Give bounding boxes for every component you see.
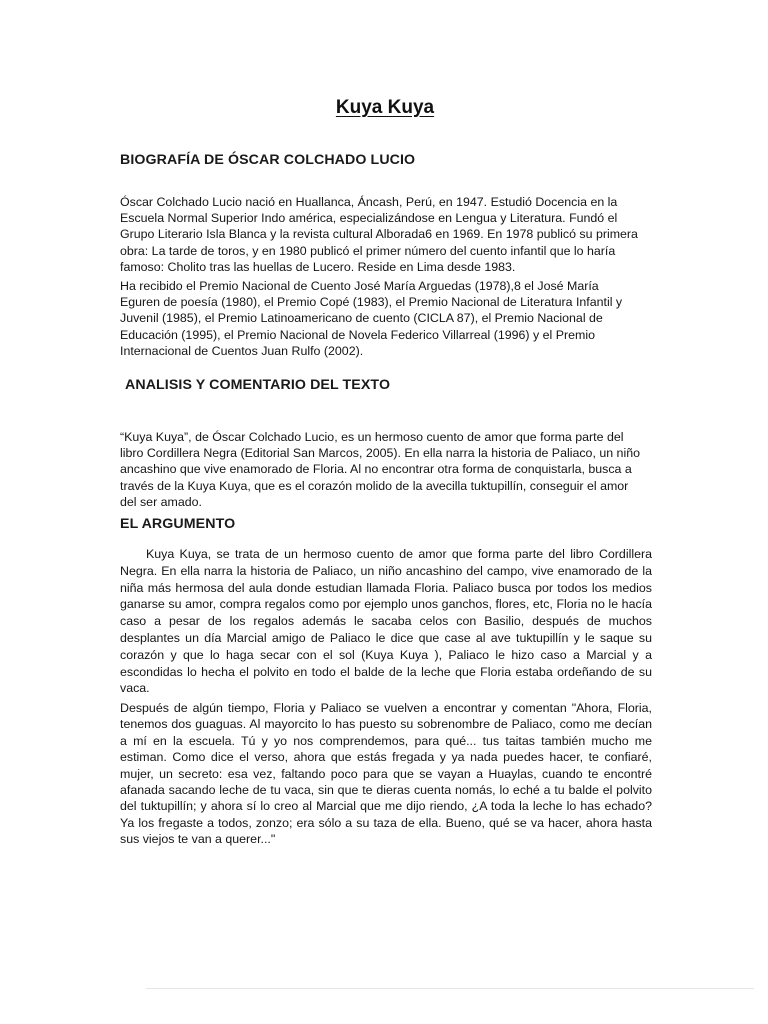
page-bottom-divider bbox=[146, 988, 754, 989]
biografia-paragraph-1: Óscar Colchado Lucio nació en Huallanca, Áncash, Perú, en 1947. Estudió Docencia en la Escuela Normal Superior Indo américa, especializándose en Lengua y Literatura. Fundó el Grupo Literario Isla Blanca y la revista cultural Alborada6 en 1969. En 1978 publicó su primera obra: La tarde de toros, y en 1980 publicó el primer número del cuento infantil que lo haría famoso: Cholito tras las huellas de Lucero. Reside en Lima desde 1983. bbox=[120, 195, 638, 274]
section-heading-biografia: BIOGRAFÍA DE ÓSCAR COLCHADO LUCIO bbox=[120, 152, 416, 168]
argumento-paragraph-1: Kuya Kuya, se trata de un hermoso cuento de amor que forma parte del libro Cordillera Negra. En ella narra la historia de Paliaco, un niño ancashino del campo, vive enamorado de la niña más hermosa del aula donde estudian llamada Floria. Paliaco busca por todos los medios ganarse su amor, compra regalos como por ejemplo unos ganchos, flores, etc, Floria no le hacía caso a pesar de los regalos además le sacaba celos con Basilio, después de muchos desplantes un día Marcial amigo de Paliaco le dice que case al ave tuktupillín y le saque su corazón y que lo haga secar con el sol (Kuya Kuya ), Paliaco le hizo caso a Marcial y a escondidas lo hecha el polvito en todo el balde de la leche que Floria estaba ordeñando de su vaca. bbox=[120, 547, 652, 696]
analisis-paragraph-1: “Kuya Kuya”, de Óscar Colchado Lucio, es un hermoso cuento de amor que forma parte del libro Cordillera Negra (Editorial San Marcos, 2005). En ella narra la historia de Paliaco, un niño ancashino que vive enamorado de Floria. Al no encontrar otra forma de conquistarla, busca a través de la Kuya Kuya, que es el corazón molido de la avecilla tuktupillín, conseguir el amor del ser amado. bbox=[120, 430, 640, 509]
section-heading-analisis: ANALISIS Y COMENTARIO DEL TEXTO bbox=[125, 377, 391, 393]
document-title: Kuya Kuya bbox=[335, 97, 435, 118]
argumento-paragraph-2: Después de algún tiempo, Floria y Paliaco se vuelven a encontrar y comentan "Ahora, Floria, tenemos dos guaguas. Al mayorcito lo has puesto su sobrenombre de Paliaco, como me decían a mí en la escuela. Tú y yo nos comprendemos, para qué... tus taitas también mucho me estiman. Como dice el verso, ahora que estás fregada y ya nada puedes hacer, te confiaré, mujer, un secreto: esa vez, faltando poco para que se vayan a Huaylas, cuando te encontré afanada sacando leche de tu vaca, sin que te dieras cuenta nomás, lo eché a tu balde el polvito del tuktupillín; y ahora sí lo creo al Marcial que me dijo riendo, ¿A toda la leche lo has echado? Ya los fregaste a todos, zonzo; era sólo a su taza de ella. Bueno, qué se va hacer, ahora hasta sus viejos te van a querer..." bbox=[120, 701, 652, 847]
biografia-paragraph-2: Ha recibido el Premio Nacional de Cuento José María Arguedas (1978),8 el José María Eguren de poesía (1980), el Premio Copé (1983), el Premio Nacional de Literatura Infantil y Juvenil (1985), el Premio Latinoamericano de cuento (CICLA 87), el Premio Nacional de Educación (1995), el Premio Nacional de Novela Federico Villarreal (1996) y el Premio Internacional de Cuentos Juan Rulfo (2002). bbox=[120, 279, 623, 358]
section-heading-argumento: EL ARGUMENTO bbox=[120, 516, 236, 532]
